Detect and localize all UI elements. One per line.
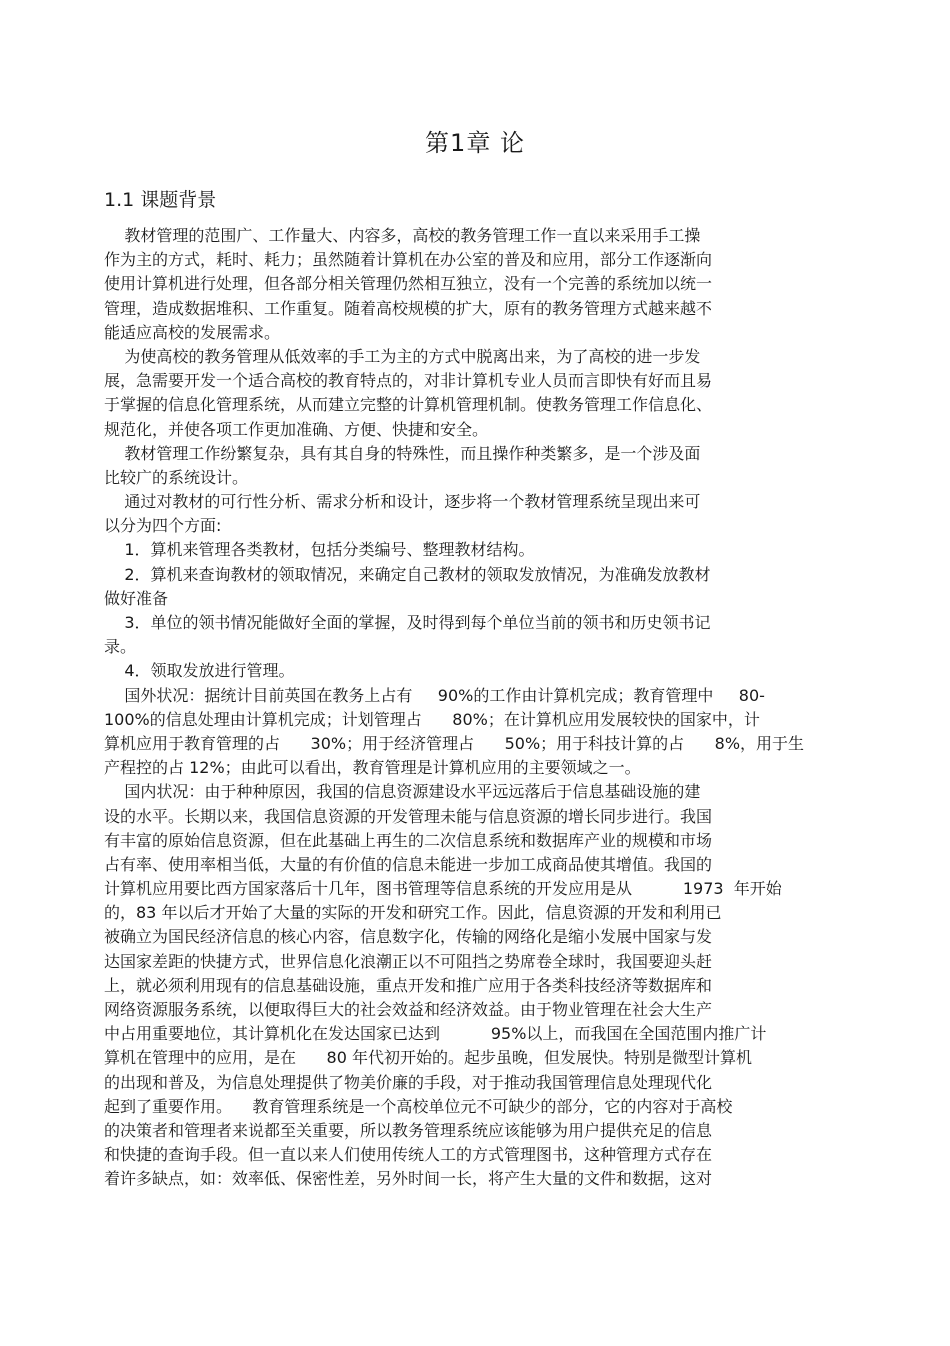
text-line: 为使高校的教务管理从低效率的手工为主的方式中脱离出来，为了高校的进一步发	[104, 346, 701, 366]
text-line: 规范化，并使各项工作更加准确、方便、快捷和安全。	[104, 419, 489, 439]
text-line: 3．单位的领书情况能做好全面的掌握，及时得到每个单位当前的领书和历史领书记	[104, 613, 711, 632]
text-line: 展，急需要开发一个适合高校的教育特点的，对非计算机专业人员而言即快有好而且易	[104, 371, 713, 391]
text-line: 使用计算机进行处理，但各部分相关管理仍然相互独立，没有一个完善的系统加以统一	[104, 274, 713, 294]
text-line: 国外状况：据统计目前英国在教务上占有 90%的工作由计算机完成；教育管理中 80-	[104, 685, 765, 705]
text-line: 网络资源服务系统，以便取得巨大的社会效益和经济效益。由于物业管理在社会大生产	[104, 1000, 713, 1019]
text-line: 有丰富的原始信息资源，但在此基础上再生的二次信息系统和数据库产业的规模和市场	[104, 830, 713, 850]
text-line: 中占用重要地位，其计算机化在发达国家已达到 95%以上，而我国在全国范围内推广计	[104, 1024, 767, 1044]
text-line: 计算机应用要比西方国家落后十几年，图书管理等信息系统的开发应用是从 1973 年开始	[104, 879, 782, 899]
text-line: 以分为四个方面:	[104, 516, 222, 536]
text-line: 教材管理工作纷繁复杂，具有其自身的特殊性，而且操作种类繁多，是一个涉及面	[104, 443, 701, 463]
text-line: 算机应用于教育管理的占 30%；用于经济管理占 50%；用于科技计算的占 8%，用于生	[104, 733, 805, 753]
text-line: 2．算机来查询教材的领取情况，来确定自己教材的领取发放情况，为准确发放教材	[104, 564, 711, 584]
text-line: 着许多缺点，如：效率低、保密性差，另外时间一长，将产生大量的文件和数据，这对	[104, 1169, 713, 1189]
text-line: 上，就必须利用现有的信息基础设施，重点开发和推广应用于各类科技经济等数据库和	[104, 975, 713, 995]
text-line: 国内状况：由于种种原因，我国的信息资源建设水平远远落后于信息基础设施的建	[104, 782, 701, 802]
text-line: 的出现和普及，为信息处理提供了物美价廉的手段，对于推动我国管理信息处理现代化	[104, 1072, 713, 1092]
text-line: 能适应高校的发展需求。	[104, 322, 281, 342]
text-line: 1．算机来管理各类教材，包括分类编号、整理教材结构。	[104, 540, 535, 560]
text-line: 和快捷的查询手段。但一直以来人们使用传统人工的方式管理图书，这种管理方式存在	[104, 1145, 713, 1165]
section-title: 1.1 课题背景	[104, 189, 217, 211]
text-line: 达国家差距的快捷方式，世界信息化浪潮正以不可阻挡之势席卷全球时，我国要迎头赶	[104, 951, 713, 971]
text-line: 起到了重要作用。 教育管理系统是一个高校单位元不可缺少的部分，它的内容对于高校	[104, 1096, 733, 1116]
text-line: 于掌握的信息化管理系统，从而建立完整的计算机管理机制。使教务管理工作信息化、	[104, 395, 713, 415]
text-line: 100%的信息处理由计算机完成；计划管理占 80%；在计算机应用发展较快的国家中，计	[104, 709, 760, 729]
chapter-title: 第1章 论	[425, 129, 525, 157]
text-line: 比较广的系统设计。	[104, 467, 249, 487]
text-line: 被确立为国民经济信息的核心内容，信息数字化，传输的网络化是缩小发展中国家与发	[104, 927, 713, 947]
text-line: 的决策者和管理者来说都至关重要，所以教务管理系统应该能够为用户提供充足的信息	[104, 1120, 713, 1140]
text-line: 设的水平。长期以来，我国信息资源的开发管理未能与信息资源的增长同步进行。我国	[104, 806, 713, 826]
text-line: 教材管理的范围广、工作量大、内容多，高校的教务管理工作一直以来采用手工操	[104, 226, 701, 245]
text-line: 产程控的占 12%；由此可以看出，教育管理是计算机应用的主要领域之一。	[104, 758, 641, 778]
text-line: 的，83 年以后才开始了大量的实际的开发和研究工作。因此，信息资源的开发和利用已	[104, 903, 722, 923]
text-line: 占有率、使用率相当低，大量的有价值的信息未能进一步加工成商品使其增值。我国的	[104, 854, 713, 874]
text-line: 作为主的方式，耗时、耗力；虽然随着计算机在办公室的普及和应用，部分工作逐渐向	[104, 250, 713, 270]
text-line: 录。	[104, 637, 137, 657]
text-line: 做好准备	[104, 588, 169, 608]
text-line: 管理，造成数据堆积、工作重复。随着高校规模的扩大，原有的教务管理方式越来越不	[104, 298, 713, 318]
body-text	[104, 224, 850, 1192]
text-line: 4．领取发放进行管理。	[104, 661, 295, 681]
text-line: 算机在管理中的应用，是在 80 年代初开始的。起步虽晚，但发展快。特别是微型计算机	[104, 1048, 752, 1068]
text-line: 通过对教材的可行性分析、需求分析和设计，逐步将一个教材管理系统呈现出来可	[104, 492, 701, 512]
